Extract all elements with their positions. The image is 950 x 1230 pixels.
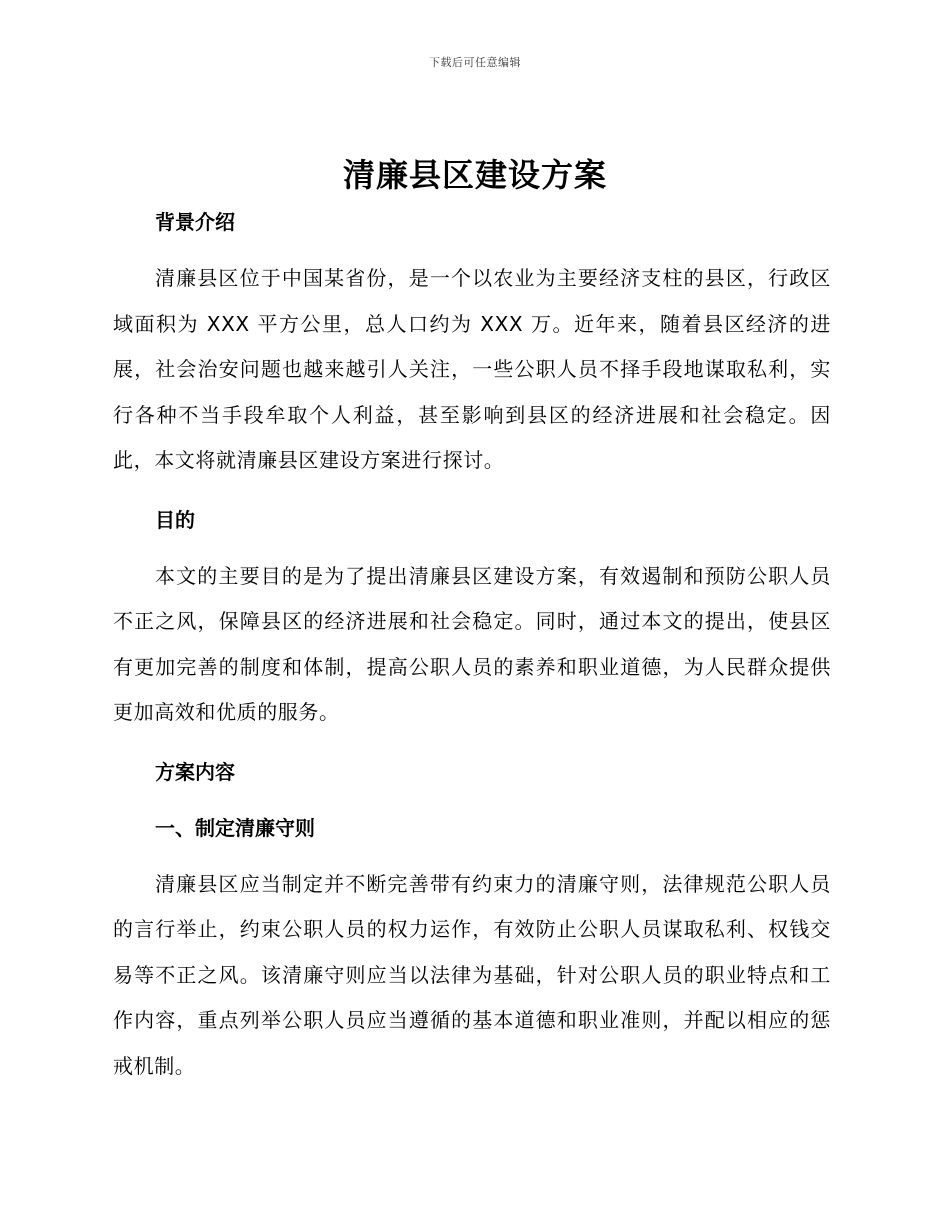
- section-heading-rules: 一、制定清廉守则: [155, 815, 315, 840]
- document-title: 清廉县区建设方案: [342, 156, 607, 194]
- paragraph-rules: 清廉县区应当制定并不断完善带有约束力的清廉守则，法律规范公职人员的言行举止，约束公职人员的权力运作，有效防止公职人员谋取私利、权钱交易等不正之风。该清廉守则应当以法律为基础，针对公职人员的职业特点和工作内容，重点列举公职人员应当遵循的基本道德和职业准则，并配以相应的惩戒机制。: [113, 871, 831, 1078]
- section-heading-background: 背景介绍: [155, 210, 235, 234]
- section-heading-purpose: 目的: [155, 507, 195, 532]
- section-heading-plan: 方案内容: [155, 759, 235, 784]
- document-body: [113, 200, 831, 1089]
- paragraph-purpose: 本文的主要目的是为了提出清廉县区建设方案，有效遏制和预防公职人员不正之风，保障县区的经济进展和社会稳定。同时，通过本文的提出，使县区有更加完善的制度和体制，提高公职人员的素养和职业道德，为人民群众提供更加高效和优质的服务。: [113, 563, 831, 724]
- header-note: 下载后可任意编辑: [429, 56, 521, 69]
- paragraph-background: 清廉县区位于中国某省份，是一个以农业为主要经济支柱的县区，行政区域面积为 XXX 平方公里，总人口约为 XXX 万。近年来，随着县区经济的进展，社会治安问题也越来越引人关注，一些公职人员不择手段地谋取私利，实行各种不当手段牟取个人利益，甚至影响到县区的经济进展和社会稳定。因此，本文将就清廉县区建设方案进行探讨。: [113, 266, 831, 472]
